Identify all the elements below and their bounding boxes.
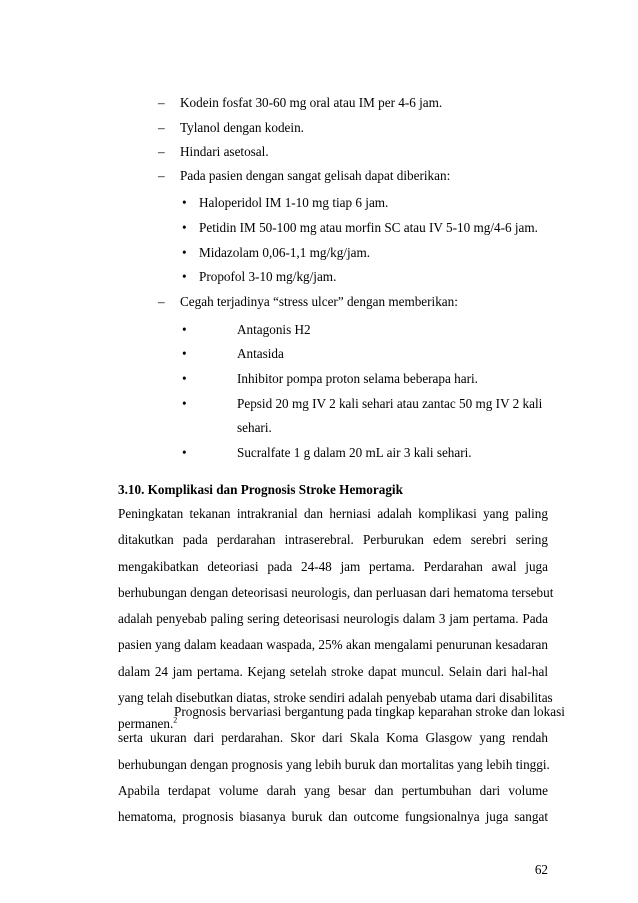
bullet-item: Midazolam 0,06-1,1 mg/kg/jam. — [199, 245, 371, 260]
paragraph-line: Peningkatan tekanan intrakranial dan herniasi adalah komplikasi yang paling — [118, 506, 548, 521]
dash-marker: – — [158, 294, 165, 309]
paragraph-line-text: permanen. — [118, 716, 174, 732]
dash-marker: – — [158, 120, 165, 135]
dash-item: Tylanol dengan kodein. — [180, 120, 304, 135]
paragraph-line: berhubungan dengan deteorisasi neurologis, dan perluasan dari hematoma tersebut — [118, 584, 554, 600]
bullet-marker: • — [182, 371, 187, 386]
bullet-marker: • — [182, 195, 187, 210]
dash-marker: – — [158, 95, 165, 110]
bullet-item: Antasida — [237, 346, 284, 361]
paragraph-line: mengakibatkan deteoriasi pada 24-48 jam pertama. Perdarahan awal juga — [118, 558, 548, 574]
paragraph-line: hematoma, prognosis biasanya buruk dan outcome fungsionalnya juga sangat — [118, 809, 548, 825]
dash-marker: – — [158, 168, 165, 183]
dash-item: Hindari asetosal. — [180, 144, 269, 159]
paragraph-line: yang telah disebutkan diatas, stroke sendiri adalah penyebab utama dari disabilitas — [118, 690, 553, 706]
bullet-item: Inhibitor pompa proton selama beberapa hari. — [237, 371, 478, 386]
paragraph-line: Apabila terdapat volume darah yang besar dan pertumbuhan dari volume — [118, 782, 548, 798]
dash-marker: – — [158, 144, 165, 159]
paragraph-line: pasien yang dalam keadaan waspada, 25% akan mengalami penurunan kesadaran — [118, 637, 548, 653]
bullet-marker: • — [182, 322, 187, 337]
bullet-item: Sucralfate 1 g dalam 20 mL air 3 kali sehari. — [237, 445, 472, 460]
section-heading: 3.10. Komplikasi dan Prognosis Stroke Hemoragik — [118, 482, 403, 497]
paragraph-line: dalam 24 jam pertama. Kejang setelah stroke dapat muncul. Selain dari hal-hal — [118, 663, 548, 679]
paragraph-line: ditakutkan pada perdarahan intraserebral. Perburukan edem serebri sering — [118, 532, 548, 548]
paragraph-line: adalah penyebab paling sering deteorisasi neurologis dalam 3 jam pertama. Pada — [118, 611, 548, 627]
bullet-item: Propofol 3-10 mg/kg/jam. — [199, 269, 337, 284]
bullet-item-continuation: sehari. — [237, 420, 272, 435]
bullet-item: Pepsid 20 mg IV 2 kali sehari atau zantac 50 mg IV 2 kali — [237, 396, 543, 411]
bullet-marker: • — [182, 396, 187, 411]
paragraph-line: berhubungan dengan prognosis yang lebih buruk dan mortalitas yang lebih tinggi. — [118, 756, 550, 772]
dash-item: Kodein fosfat 30-60 mg oral atau IM per 4-6 jam. — [180, 95, 443, 110]
dash-item: Cegah terjadinya “stress ulcer” dengan memberikan: — [180, 294, 458, 309]
bullet-marker: • — [182, 269, 187, 284]
reference-superscript: 2 — [173, 715, 178, 725]
bullet-marker: • — [182, 220, 187, 235]
paragraph-line: Prognosis bervariasi bergantung pada tingkap keparahan stroke dan lokasi — [174, 704, 565, 719]
bullet-marker: • — [182, 245, 187, 260]
paragraph-prognosis — [118, 704, 565, 835]
bullet-item: Haloperidol IM 1-10 mg tiap 6 jam. — [199, 195, 389, 210]
page-number: 62 — [534, 862, 548, 877]
bullet-item: Petidin IM 50-100 mg atau morfin SC atau IV 5-10 mg/4-6 jam. — [199, 220, 538, 235]
bullet-item: Antagonis H2 — [237, 322, 311, 337]
paragraph-line: serta ukuran dari perdarahan. Skor dari Skala Koma Glasgow yang rendah — [118, 730, 548, 746]
bullet-marker: • — [182, 445, 187, 460]
dash-item: Pada pasien dengan sangat gelisah dapat diberikan: — [180, 168, 451, 183]
bullet-marker: • — [182, 346, 187, 361]
